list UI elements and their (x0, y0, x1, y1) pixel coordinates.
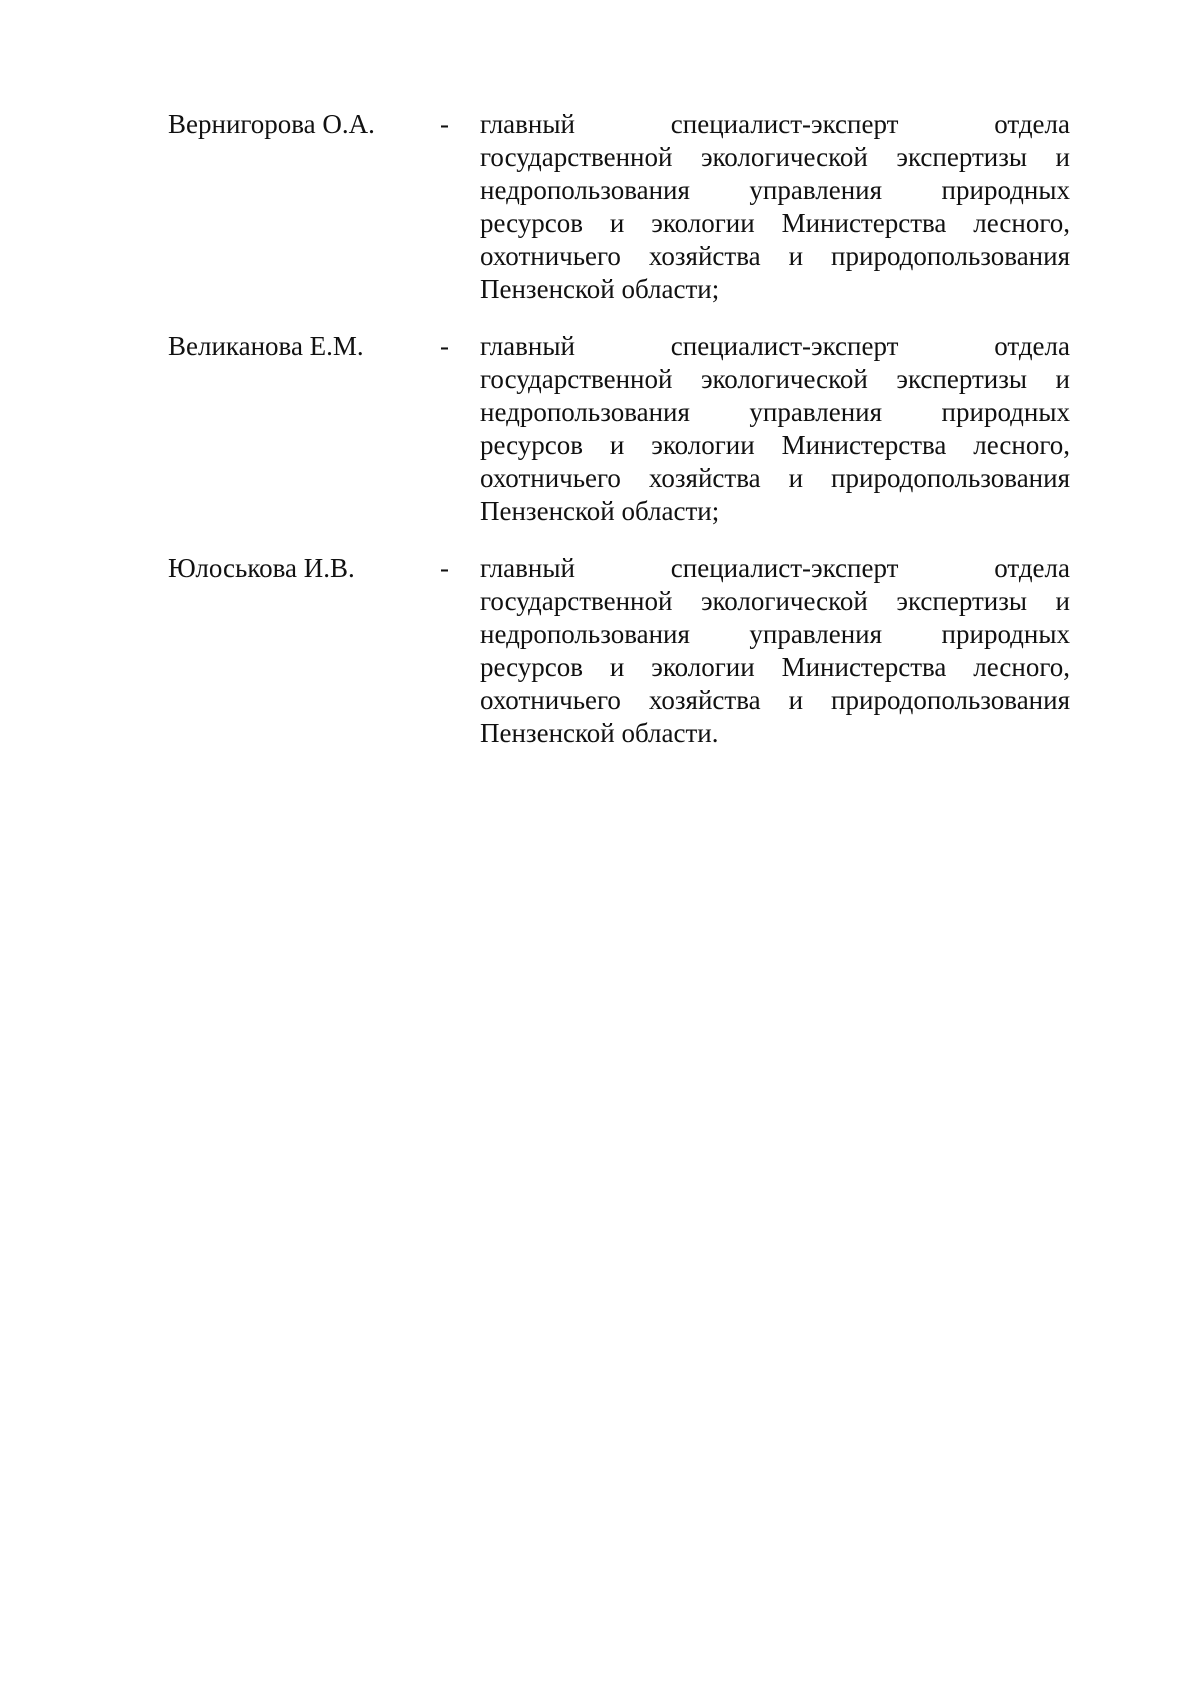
member-dash: - (440, 331, 449, 361)
member-entry (168, 330, 1084, 528)
member-entry (168, 108, 1084, 306)
member-name: Юлоськова И.В. (168, 553, 355, 583)
member-name: Вернигорова О.А. (168, 109, 375, 139)
member-description: главный специалист-эксперт отдела государственной экологической экспертизы и недропользования управления природных ресурсов и экологии Министерства лесного, охотничьего хозяйства и природопользования Пензенской области; (480, 331, 1070, 526)
members-list (168, 108, 1084, 774)
member-description: главный специалист-эксперт отдела государственной экологической экспертизы и недропользования управления природных ресурсов и экологии Министерства лесного, охотничьего хозяйства и природопользования Пензенской области. (480, 553, 1070, 748)
member-dash: - (440, 109, 449, 139)
member-entry (168, 552, 1084, 750)
member-name: Великанова Е.М. (168, 331, 364, 361)
member-dash: - (440, 553, 449, 583)
member-description: главный специалист-эксперт отдела государственной экологической экспертизы и недропользования управления природных ресурсов и экологии Министерства лесного, охотничьего хозяйства и природопользования Пензенской области; (480, 109, 1070, 304)
